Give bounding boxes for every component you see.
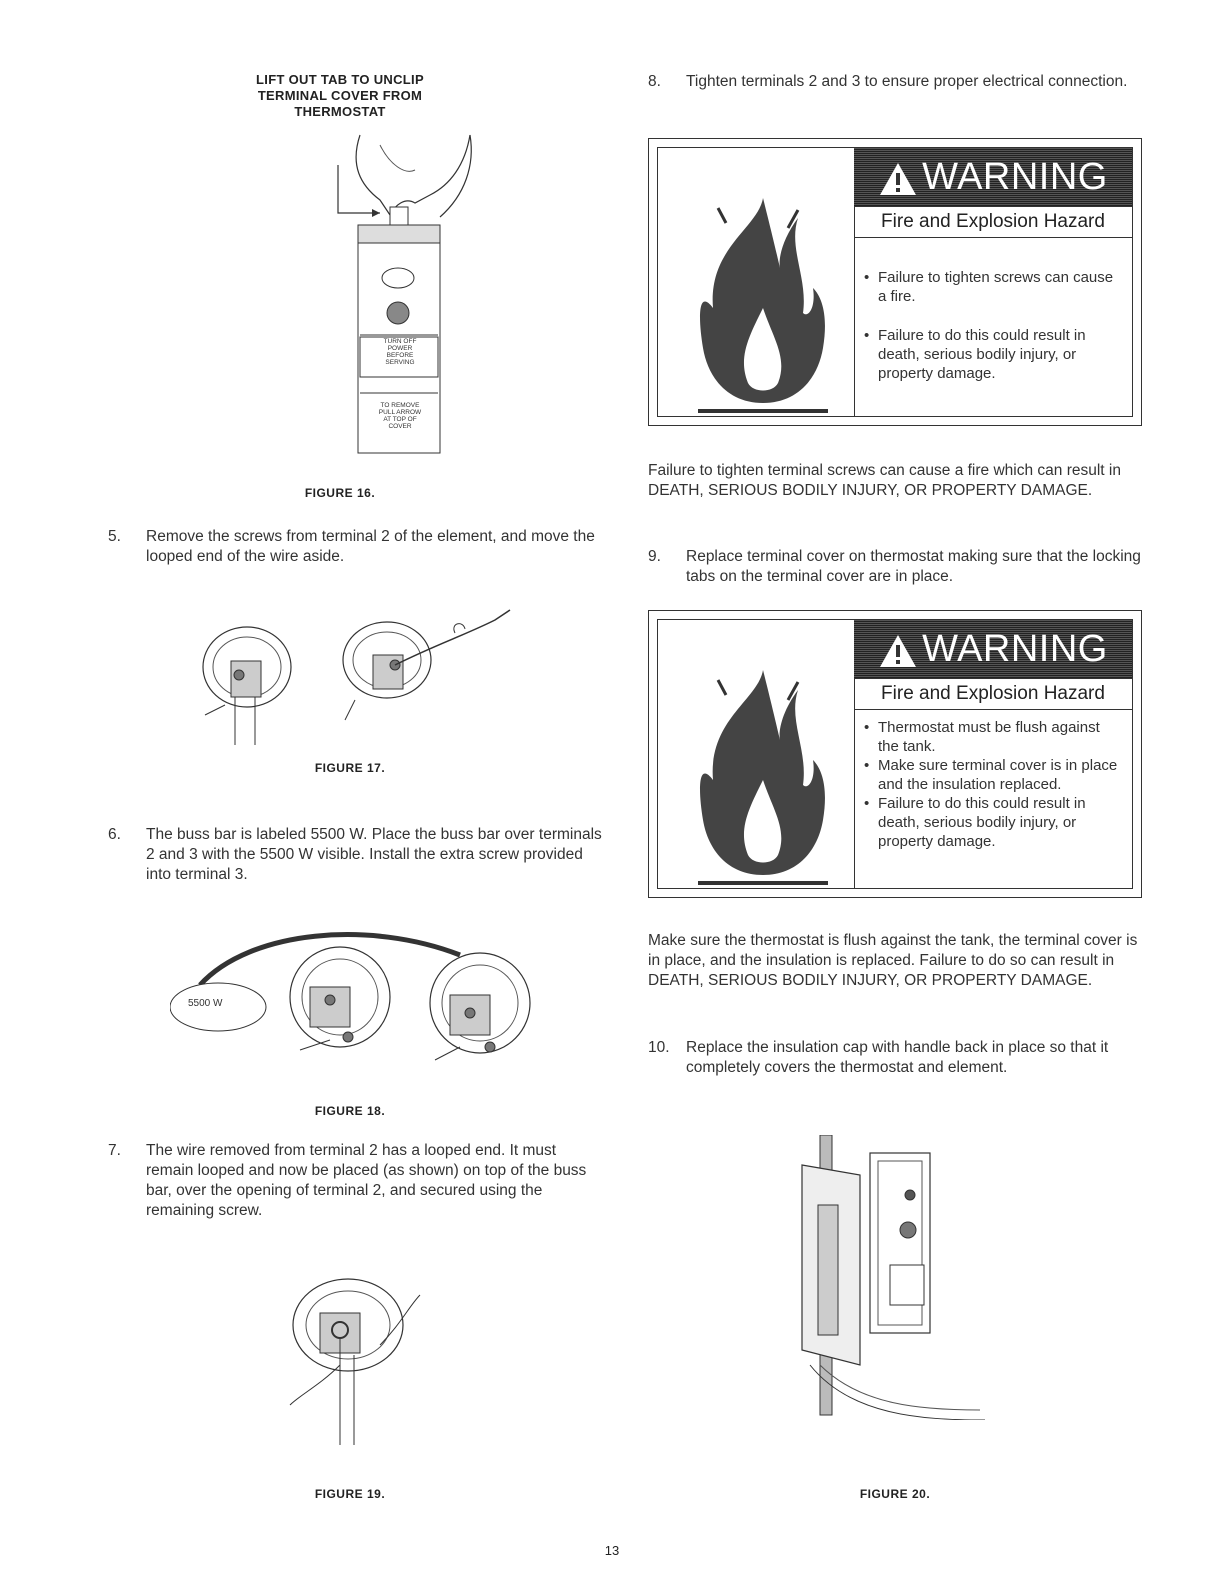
warning-bullet: • Thermostat must be flush against the tank. xyxy=(862,718,1124,756)
figure16-label: LIFT OUT TAB TO UNCLIP TERMINAL COVER FROM THERMOSTAT xyxy=(256,72,424,119)
step-number: 7. xyxy=(108,1142,121,1159)
warning-bullet: • Make sure terminal cover is in place and the insulation replaced. xyxy=(862,756,1124,794)
warning-header: WARNING xyxy=(854,148,1132,206)
warning-bullet: • Failure to do this could result in death, serious bodily injury, or property damage. xyxy=(862,326,1124,383)
warning-header: WARNING xyxy=(854,620,1132,678)
step-text: Replace terminal cover on thermostat making sure that the locking tabs on the terminal cover are in place. xyxy=(686,548,1141,585)
figure18-bar-label: 5500 W xyxy=(188,998,223,1009)
step-8 xyxy=(648,72,1142,112)
warning-bullets xyxy=(862,718,1124,851)
warning-bullet: • Failure to do this could result in death, serious bodily injury, or property damage. xyxy=(862,794,1124,851)
flame-icon xyxy=(688,188,838,413)
figure19-caption: FIGURE 19. xyxy=(314,1487,386,1501)
warning-box-1 xyxy=(648,138,1142,426)
figure16-caption: FIGURE 16. xyxy=(304,486,376,500)
step-5 xyxy=(108,527,602,567)
warning-subtitle: Fire and Explosion Hazard xyxy=(854,678,1132,710)
flame-icon xyxy=(688,660,838,885)
figure17-caption: FIGURE 17. xyxy=(314,761,386,775)
paragraph-screws-warning: Failure to tighten terminal screws can cause a fire which can result in DEATH, SERIOUS BODILY INJURY, OR PROPERTY DAMAGE. xyxy=(648,462,1121,499)
step-10 xyxy=(648,1038,1142,1078)
page-number: 13 xyxy=(604,1543,620,1558)
paragraph-flush-warning: Make sure the thermostat is flush against the tank, the terminal cover is in place, and the insulation is replaced. Failure to do so can result in DEATH, SERIOUS BODILY INJURY, OR PROPERTY DAMAGE. xyxy=(648,932,1138,989)
warning-subtitle: Fire and Explosion Hazard xyxy=(854,206,1132,238)
step-text: Replace the insulation cap with handle back in place so that it completely covers the thermostat and element. xyxy=(686,1039,1109,1076)
figure19-looped-wire-illustration xyxy=(280,1275,430,1450)
step-text: Tighten terminals 2 and 3 to ensure proper electrical connection. xyxy=(686,73,1128,90)
step-number: 9. xyxy=(648,548,661,565)
step-number: 6. xyxy=(108,826,121,843)
step-text: The buss bar is labeled 5500 W. Place the buss bar over terminals 2 and 3 with the 5500 W visible. Install the extra screw provided into terminal 3. xyxy=(146,826,602,883)
figure16-panel-text-2: TO REMOVE PULL ARROW AT TOP OF COVER xyxy=(378,402,422,430)
step-9 xyxy=(648,547,1142,587)
figure16-panel-text-1: TURN OFF POWER BEFORE SERVING xyxy=(383,338,417,366)
figure20-insulation-cap-illustration xyxy=(790,1135,990,1420)
step-number: 10. xyxy=(648,1039,670,1056)
figure17-element-illustration xyxy=(195,605,515,750)
step-number: 5. xyxy=(108,528,121,545)
figure18-buss-bar-illustration xyxy=(170,925,540,1065)
warning-box-2 xyxy=(648,610,1142,898)
warning-triangle-icon xyxy=(878,633,918,669)
step-text: The wire removed from terminal 2 has a looped end. It must remain looped and now be placed (as shown) on top of the buss bar, over the opening of terminal 2, and secured using the remaining screw. xyxy=(146,1142,587,1219)
warning-triangle-icon xyxy=(878,161,918,197)
step-6 xyxy=(108,825,602,885)
warning-bullets xyxy=(862,268,1124,383)
warning-bullet: • Failure to tighten screws can cause a fire. xyxy=(862,268,1124,306)
figure18-caption: FIGURE 18. xyxy=(314,1104,386,1118)
step-number: 8. xyxy=(648,73,661,90)
figure20-caption: FIGURE 20. xyxy=(859,1487,931,1501)
step-7 xyxy=(108,1141,602,1221)
step-text: Remove the screws from terminal 2 of the element, and move the looped end of the wire aside. xyxy=(146,528,595,565)
